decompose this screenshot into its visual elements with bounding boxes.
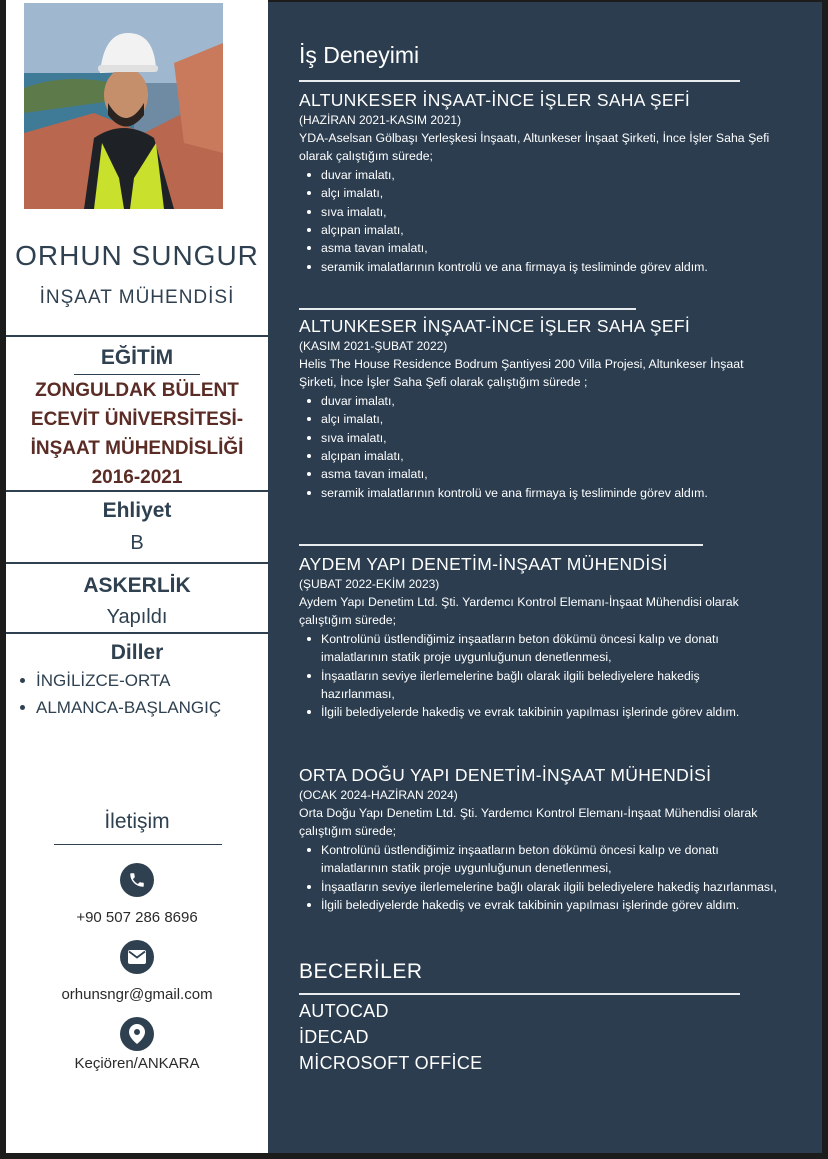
language-item: ALMANCA-BAŞLANGIÇ xyxy=(20,694,221,721)
divider xyxy=(6,490,268,492)
job-entry-title: AYDEM YAPI DENETİM-İNŞAAT MÜHENDİSİ xyxy=(299,554,668,574)
task-item: sıva imalatı, xyxy=(299,429,774,447)
job-entry-description: Orta Doğu Yapı Denetim Ltd. Şti. Yardemcı Kontrol Elemanı-İnşaat Mühendisi olarak çalıştığım sürede; xyxy=(299,806,758,839)
task-item: alçıpan imalatı, xyxy=(299,447,774,465)
divider xyxy=(299,308,636,310)
job-entry-dates: (OCAK 2024-HAZİRAN 2024) xyxy=(299,788,458,802)
location: Keçiören/ANKARA xyxy=(74,1055,200,1072)
location-pin-icon xyxy=(120,1017,154,1051)
task-item: sıva imalatı, xyxy=(299,203,774,221)
divider xyxy=(299,993,740,995)
job-entry xyxy=(299,553,774,722)
task-item: seramik imalatlarının kontrolü ve ana firmaya iş tesliminde görev aldım. xyxy=(299,484,774,502)
divider xyxy=(6,632,268,634)
job-entry xyxy=(299,315,774,502)
job-entry-tasks xyxy=(299,166,774,276)
experience-heading: İş Deneyimi xyxy=(299,42,420,68)
task-item: alçı imalatı, xyxy=(299,184,774,202)
job-entry-tasks xyxy=(299,841,777,915)
languages-list xyxy=(20,667,221,721)
mail-icon xyxy=(120,940,154,974)
task-item: Kontrolünü üstlendiğimiz inşaatların beton dökümü öncesi kalıp ve donatı imalatlarının statik proje uygunluğunun denetlenmesi, xyxy=(299,630,774,667)
education-line: ECEVİT ÜNİVERSİTESİ- xyxy=(30,409,244,430)
phone-number[interactable]: +90 507 286 8696 xyxy=(76,909,198,926)
job-entry xyxy=(299,89,774,276)
skill-item: MİCROSOFT OFFİCE xyxy=(299,1053,483,1073)
divider xyxy=(54,844,222,845)
skills-list xyxy=(299,998,482,1076)
divider xyxy=(6,562,268,564)
phone-icon xyxy=(120,863,154,897)
job-title: İNŞAAT MÜHENDİSİ xyxy=(39,287,235,308)
education-line: İNŞAAT MÜHENDİSLİĞİ xyxy=(30,438,244,459)
skills-heading: BECERİLER xyxy=(299,960,423,983)
languages-heading: Diller xyxy=(110,641,164,664)
main-content xyxy=(268,2,822,1153)
task-item: İlgili belediyelerde hakediş ve evrak takibinin yapılması işlerinde görev aldım. xyxy=(299,896,777,914)
task-item: Kontrolünü üstlendiğimiz inşaatların beton dökümü öncesi kalıp ve donatı imalatlarının statik proje uygunluğunun denetlenmesi, xyxy=(299,841,777,878)
license-heading: Ehliyet xyxy=(102,499,172,522)
military-heading: ASKERLİK xyxy=(83,574,191,597)
job-entry-tasks xyxy=(299,392,774,502)
email-address[interactable]: orhunsngr@gmail.com xyxy=(61,986,213,1003)
task-item: alçıpan imalatı, xyxy=(299,221,774,239)
skill-item: AUTOCAD xyxy=(299,1001,389,1021)
job-entry-dates: (HAZİRAN 2021-KASIM 2021) xyxy=(299,113,462,127)
task-item: İlgili belediyelerde hakediş ve evrak takibinin yapılması işlerinde görev aldım. xyxy=(299,703,774,721)
task-item: asma tavan imalatı, xyxy=(299,465,774,483)
person-name: ORHUN SUNGUR xyxy=(15,240,259,271)
language-item: İNGİLİZCE-ORTA xyxy=(20,667,221,694)
task-item: İnşaatların seviye ilerlemelerine bağlı olarak ilgili belediyelere hakediş hazırlanması, xyxy=(299,878,777,896)
job-entry-title: ORTA DOĞU YAPI DENETİM-İNŞAAT MÜHENDİSİ xyxy=(299,765,712,785)
education-heading: EĞİTİM xyxy=(100,346,174,369)
skill-item: İDECAD xyxy=(299,1027,369,1047)
license-value: B xyxy=(130,532,144,554)
job-entry-title: ALTUNKESER İNŞAAT-İNCE İŞLER SAHA ŞEFİ xyxy=(299,316,690,336)
job-entry-tasks xyxy=(299,630,774,722)
task-item: asma tavan imalatı, xyxy=(299,239,774,257)
job-entry-dates: (KASIM 2021-ŞUBAT 2022) xyxy=(299,339,448,353)
military-value: Yapıldı xyxy=(106,606,168,628)
profile-photo xyxy=(24,3,223,209)
job-entry-description: Helis The House Residence Bodrum Şantiyesi 200 Villa Projesi, Altunkeser İnşaat Şirketi, İnce İşler Saha Şefi olarak çalıştığım sürede ; xyxy=(299,357,744,390)
education-details xyxy=(6,376,268,492)
task-item: duvar imalatı, xyxy=(299,392,774,410)
divider xyxy=(299,544,703,546)
sidebar xyxy=(6,0,268,1153)
job-entry-description: Aydem Yapı Denetim Ltd. Şti. Yardemcı Kontrol Elemanı-İnşaat Mühendisi olarak çalıştığım sürede; xyxy=(299,595,739,628)
divider xyxy=(299,80,740,82)
job-entry xyxy=(299,764,777,914)
divider xyxy=(6,335,268,337)
contact-heading: İletişim xyxy=(104,810,170,833)
education-line: 2016-2021 xyxy=(91,467,183,488)
divider xyxy=(74,374,200,375)
job-entry-dates: (ŞUBAT 2022-EKİM 2023) xyxy=(299,577,440,591)
job-entry-title: ALTUNKESER İNŞAAT-İNCE İŞLER SAHA ŞEFİ xyxy=(299,90,690,110)
task-item: alçı imalatı, xyxy=(299,410,774,428)
task-item: seramik imalatlarının kontrolü ve ana firmaya iş tesliminde görev aldım. xyxy=(299,258,774,276)
job-entry-description: YDA-Aselsan Gölbaşı Yerleşkesi İnşaatı, Altunkeser İnşaat Şirketi, İnce İşler Saha Şefi olarak çalıştığım sürede; xyxy=(299,131,770,164)
task-item: duvar imalatı, xyxy=(299,166,774,184)
task-item: İnşaatların seviye ilerlemelerine bağlı olarak ilgili belediyelere hakediş hazırlanması, xyxy=(299,667,774,704)
education-line: ZONGULDAK BÜLENT xyxy=(35,380,239,401)
